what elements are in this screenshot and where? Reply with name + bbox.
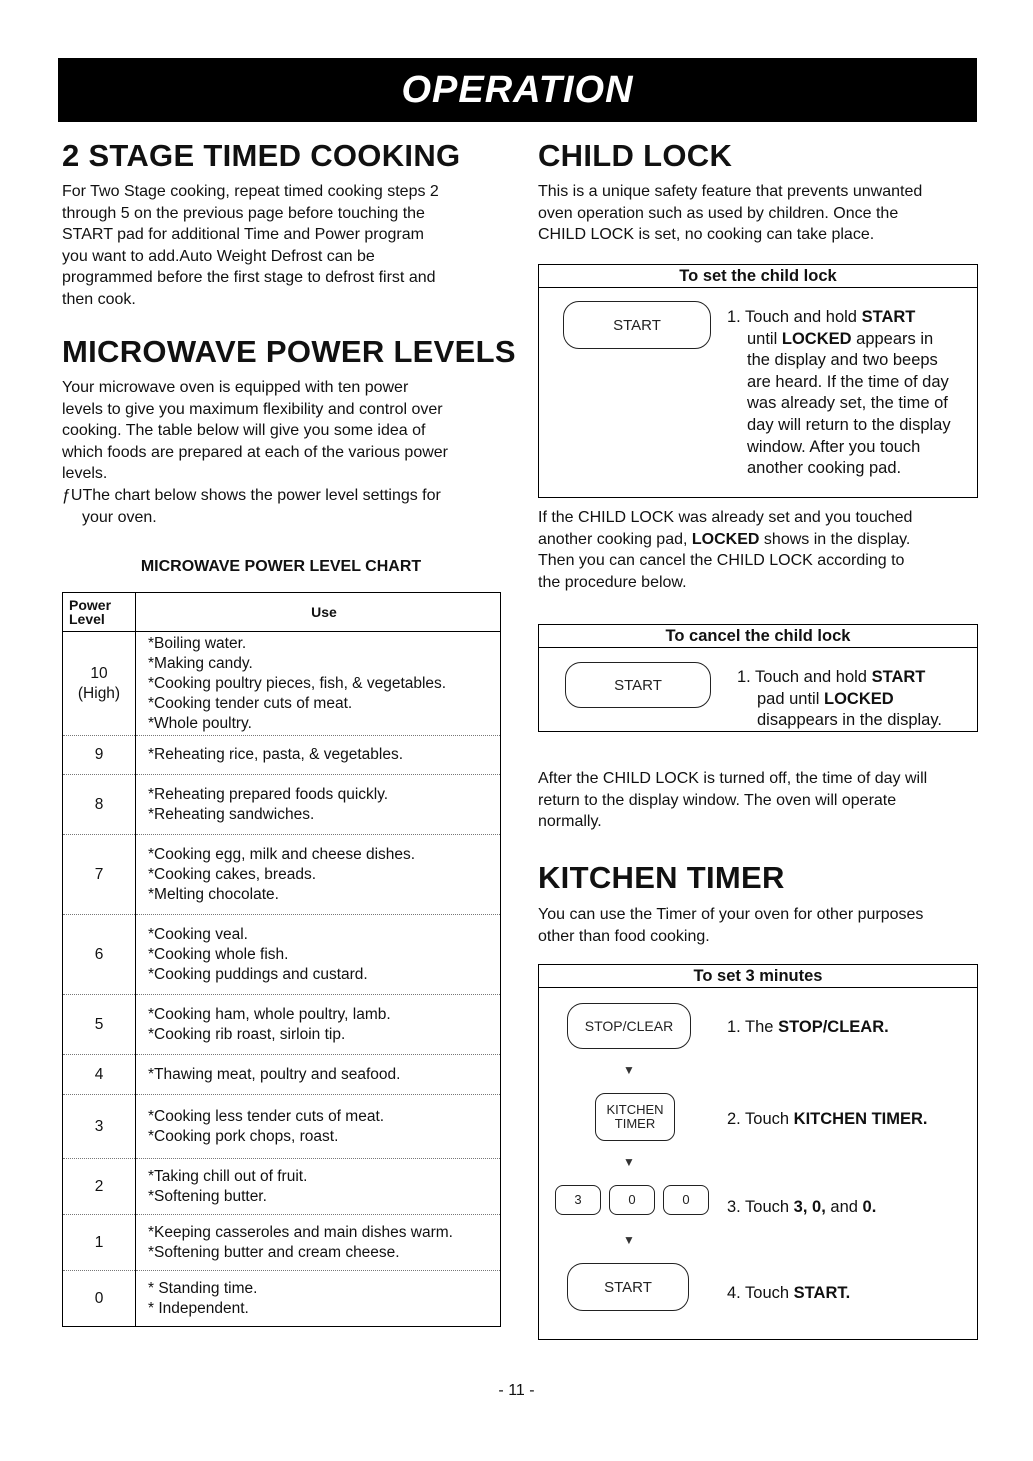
use-cell: [136, 915, 501, 995]
level-cell: 5: [63, 995, 136, 1055]
table-row: [63, 1271, 501, 1327]
use-line: *Cooking egg, milk and cheese dishes.: [148, 845, 416, 863]
text-line: the procedure below.: [538, 573, 687, 591]
use-line: *Cooking whole fish.: [148, 945, 289, 963]
step-line: another cooking pad.: [747, 459, 902, 478]
use-line: * Independent.: [148, 1299, 249, 1317]
text-line: you want to add.Auto Weight Defrost can be: [62, 247, 375, 265]
step-key: 0.: [862, 1198, 877, 1216]
child-lock-heading: CHILD LOCK: [538, 138, 733, 173]
step-text: 4. Touch: [727, 1284, 790, 1302]
step-line: [727, 329, 971, 351]
chart-title: MICROWAVE POWER LEVEL CHART: [140, 558, 422, 575]
level-cell: 9: [63, 736, 136, 775]
text-line: oven operation such as used by children. Once the: [538, 204, 899, 222]
step-line: [737, 689, 971, 711]
text-line: CHILD LOCK is set, no cooking can take place.: [538, 226, 875, 244]
table-row: [63, 915, 501, 995]
use-line: *Taking chill out of fruit.: [148, 1167, 308, 1185]
level-value: 10: [90, 664, 108, 682]
use-cell: [136, 1215, 501, 1271]
text-line: You can use the Timer of your oven for other purposes: [538, 906, 924, 923]
text-line: For Two Stage cooking, repeat timed cooking steps 2: [62, 183, 439, 200]
level-cell: [63, 632, 136, 736]
set-child-lock-box: [538, 264, 978, 498]
step-line: day will return to the display: [747, 415, 951, 434]
kitchen-timer-heading: KITCHEN TIMER: [538, 860, 785, 895]
use-line: *Cooking poultry pieces, fish, & vegetables.: [148, 674, 447, 692]
step-line: [737, 667, 971, 689]
level-cell: 8: [63, 775, 136, 835]
digit-0-pad-button[interactable]: 0: [609, 1185, 655, 1215]
use-line: *Cooking tender cuts of meat.: [148, 694, 353, 712]
step-text: 1. The: [727, 1018, 774, 1036]
level-cell: 3: [63, 1095, 136, 1159]
step-line: window. After you touch: [747, 437, 921, 456]
step-key: 3,: [793, 1198, 808, 1216]
text-line: through 5 on the previous page before touching the: [62, 204, 425, 222]
step-line: the display and two beeps: [747, 351, 938, 370]
text-span: another cooking pad,: [538, 530, 688, 548]
use-cell: [136, 995, 501, 1055]
page-number: - 11 -: [498, 1382, 535, 1399]
step-text: pad until: [757, 689, 820, 708]
text-line: After the CHILD LOCK is turned off, the time of day will: [538, 770, 928, 787]
timer-step-2: [727, 1109, 928, 1131]
pad-label: KITCHEN: [606, 1102, 664, 1117]
kitchen-timer-pad-button[interactable]: [595, 1093, 675, 1141]
step-text: 1. Touch and hold: [737, 668, 867, 686]
text-line: This is a unique safety feature that prevents unwanted: [538, 183, 923, 200]
text-line: Then you can cancel the CHILD LOCK according to: [538, 552, 905, 570]
step-key: START: [861, 308, 916, 326]
start-pad-button[interactable]: START: [567, 1263, 689, 1311]
note-line: ƒUThe chart below shows the power level settings for: [62, 486, 441, 504]
use-line: *Cooking veal.: [148, 925, 248, 943]
use-line: *Cooking cakes, breads.: [148, 865, 317, 883]
table-row: [63, 775, 501, 835]
use-line: *Whole poultry.: [148, 714, 252, 732]
table-row: [63, 1055, 501, 1095]
table-row: [63, 1159, 501, 1215]
use-cell: [136, 1271, 501, 1327]
use-line: *Softening butter.: [148, 1187, 267, 1205]
note-line: your oven.: [82, 508, 157, 526]
step-text: 2. Touch: [727, 1110, 790, 1128]
cancel-child-lock-box: [538, 624, 978, 732]
timer-step-3: [727, 1197, 876, 1219]
use-line: *Cooking pork chops, roast.: [148, 1127, 339, 1145]
use-line: *Cooking puddings and custard.: [148, 965, 368, 983]
start-pad-button[interactable]: START: [565, 662, 711, 708]
level-cell: 0: [63, 1271, 136, 1327]
table-row: [63, 736, 501, 775]
two-stage-heading: 2 STAGE TIMED COOKING: [62, 138, 461, 173]
use-line: *Reheating sandwiches.: [148, 805, 315, 823]
box-title: To set 3 minutes: [539, 965, 977, 988]
use-line: * Standing time.: [148, 1279, 258, 1297]
step-line: [727, 307, 971, 329]
set-lock-step: [727, 307, 971, 480]
text-line: levels.: [62, 465, 108, 483]
step-text: appears in: [856, 329, 934, 348]
pad-label: TIMER: [614, 1116, 656, 1131]
level-cell: 1: [63, 1215, 136, 1271]
text-line: which foods are prepared at each of the various power: [62, 443, 449, 461]
table-row: [63, 835, 501, 915]
text-line: Your microwave oven is equipped with ten power: [62, 379, 409, 396]
timer-step-4: [727, 1283, 850, 1305]
header-line: Power: [69, 597, 112, 613]
use-line: *Making candy.: [148, 654, 253, 672]
step-key: START: [871, 668, 926, 686]
step-key: LOCKED: [781, 329, 852, 348]
step-line: was already set, the time of: [747, 394, 948, 413]
down-arrow-icon: ▼: [623, 1155, 635, 1169]
level-cell: 6: [63, 915, 136, 995]
level-cell: 2: [63, 1159, 136, 1215]
digit-3-pad-button[interactable]: 3: [555, 1185, 601, 1215]
child-lock-after-text: [538, 768, 927, 833]
use-line: *Boiling water.: [148, 634, 247, 652]
use-cell: [136, 835, 501, 915]
digit-0-pad-button[interactable]: 0: [663, 1185, 709, 1215]
header-use: Use: [136, 593, 501, 632]
use-line: *Reheating rice, pasta, & vegetables.: [148, 746, 404, 763]
table-header-row: [63, 593, 501, 632]
text-line: other than food cooking.: [538, 927, 710, 945]
use-cell: [136, 1095, 501, 1159]
use-line: *Reheating prepared foods quickly.: [148, 785, 389, 803]
two-stage-body: [62, 181, 439, 311]
step-key: 0,: [812, 1198, 826, 1216]
text-line: programmed before the first stage to defrost first and: [62, 269, 436, 287]
power-levels-body: [62, 377, 448, 528]
use-cell: [136, 775, 501, 835]
step-text: 1. Touch and hold: [727, 308, 857, 326]
use-cell: [136, 1159, 501, 1215]
use-cell: [136, 632, 501, 736]
use-line: *Cooking rib roast, sirloin tip.: [148, 1025, 346, 1043]
step-text: 3. Touch: [727, 1198, 790, 1216]
text-line: cooking. The table below will give you some idea of: [62, 422, 426, 440]
table-row: [63, 1215, 501, 1271]
use-cell: [136, 736, 501, 775]
box-title: To cancel the child lock: [539, 625, 977, 648]
box-title: To set the child lock: [539, 265, 977, 288]
text-key: LOCKED: [691, 530, 760, 548]
table-row: [63, 1095, 501, 1159]
level-cell: 7: [63, 835, 136, 915]
step-text: and: [830, 1198, 858, 1216]
section-banner: [58, 58, 977, 122]
header-power-level: [63, 593, 136, 632]
set-timer-box: [538, 964, 978, 1340]
power-levels-heading: MICROWAVE POWER LEVELS: [62, 334, 516, 369]
table-row: [63, 632, 501, 736]
use-line: *Thawing meat, poultry and seafood.: [148, 1065, 401, 1083]
text-line: return to the display window. The oven will operate: [538, 791, 897, 809]
text-line: If the CHILD LOCK was already set and you touched: [538, 509, 913, 526]
text-line: levels to give you maximum flexibility and control over: [62, 400, 443, 418]
power-level-table: [62, 592, 501, 1327]
table-row: [63, 995, 501, 1055]
use-line: *Keeping casseroles and main dishes warm.: [148, 1223, 453, 1241]
step-key: LOCKED: [823, 689, 894, 708]
down-arrow-icon: ▼: [623, 1063, 635, 1077]
use-cell: [136, 1055, 501, 1095]
text-line: [538, 529, 912, 551]
level-cell: 4: [63, 1055, 136, 1095]
use-line: *Cooking less tender cuts of meat.: [148, 1107, 385, 1125]
header-line: Level: [69, 611, 105, 627]
child-lock-body: [538, 181, 922, 246]
step-key: KITCHEN TIMER.: [793, 1110, 928, 1128]
step-key: START.: [793, 1284, 851, 1302]
child-lock-middle-text: [538, 507, 912, 593]
down-arrow-icon: ▼: [623, 1233, 635, 1247]
text-line: normally.: [538, 813, 602, 831]
start-pad-button[interactable]: START: [563, 301, 711, 349]
step-text: until: [747, 329, 778, 348]
kitchen-timer-body: [538, 904, 923, 947]
step-key: STOP/CLEAR.: [778, 1018, 889, 1036]
stop-clear-pad-button[interactable]: STOP/CLEAR: [567, 1003, 691, 1049]
step-line: are heard. If the time of day: [747, 372, 949, 391]
use-line: *Melting chocolate.: [148, 885, 279, 903]
text-line: then cook.: [62, 290, 136, 308]
step-line: disappears in the display.: [757, 711, 942, 730]
text-span: shows in the display.: [763, 530, 911, 548]
use-line: *Cooking ham, whole poultry, lamb.: [148, 1005, 391, 1023]
cancel-lock-step: [737, 667, 971, 732]
banner-title: OPERATION: [401, 68, 634, 111]
use-line: *Softening butter and cream cheese.: [148, 1243, 400, 1261]
level-sub: (High): [77, 684, 121, 702]
timer-step-1: [727, 1017, 889, 1039]
text-line: START pad for additional Time and Power program: [62, 226, 424, 244]
